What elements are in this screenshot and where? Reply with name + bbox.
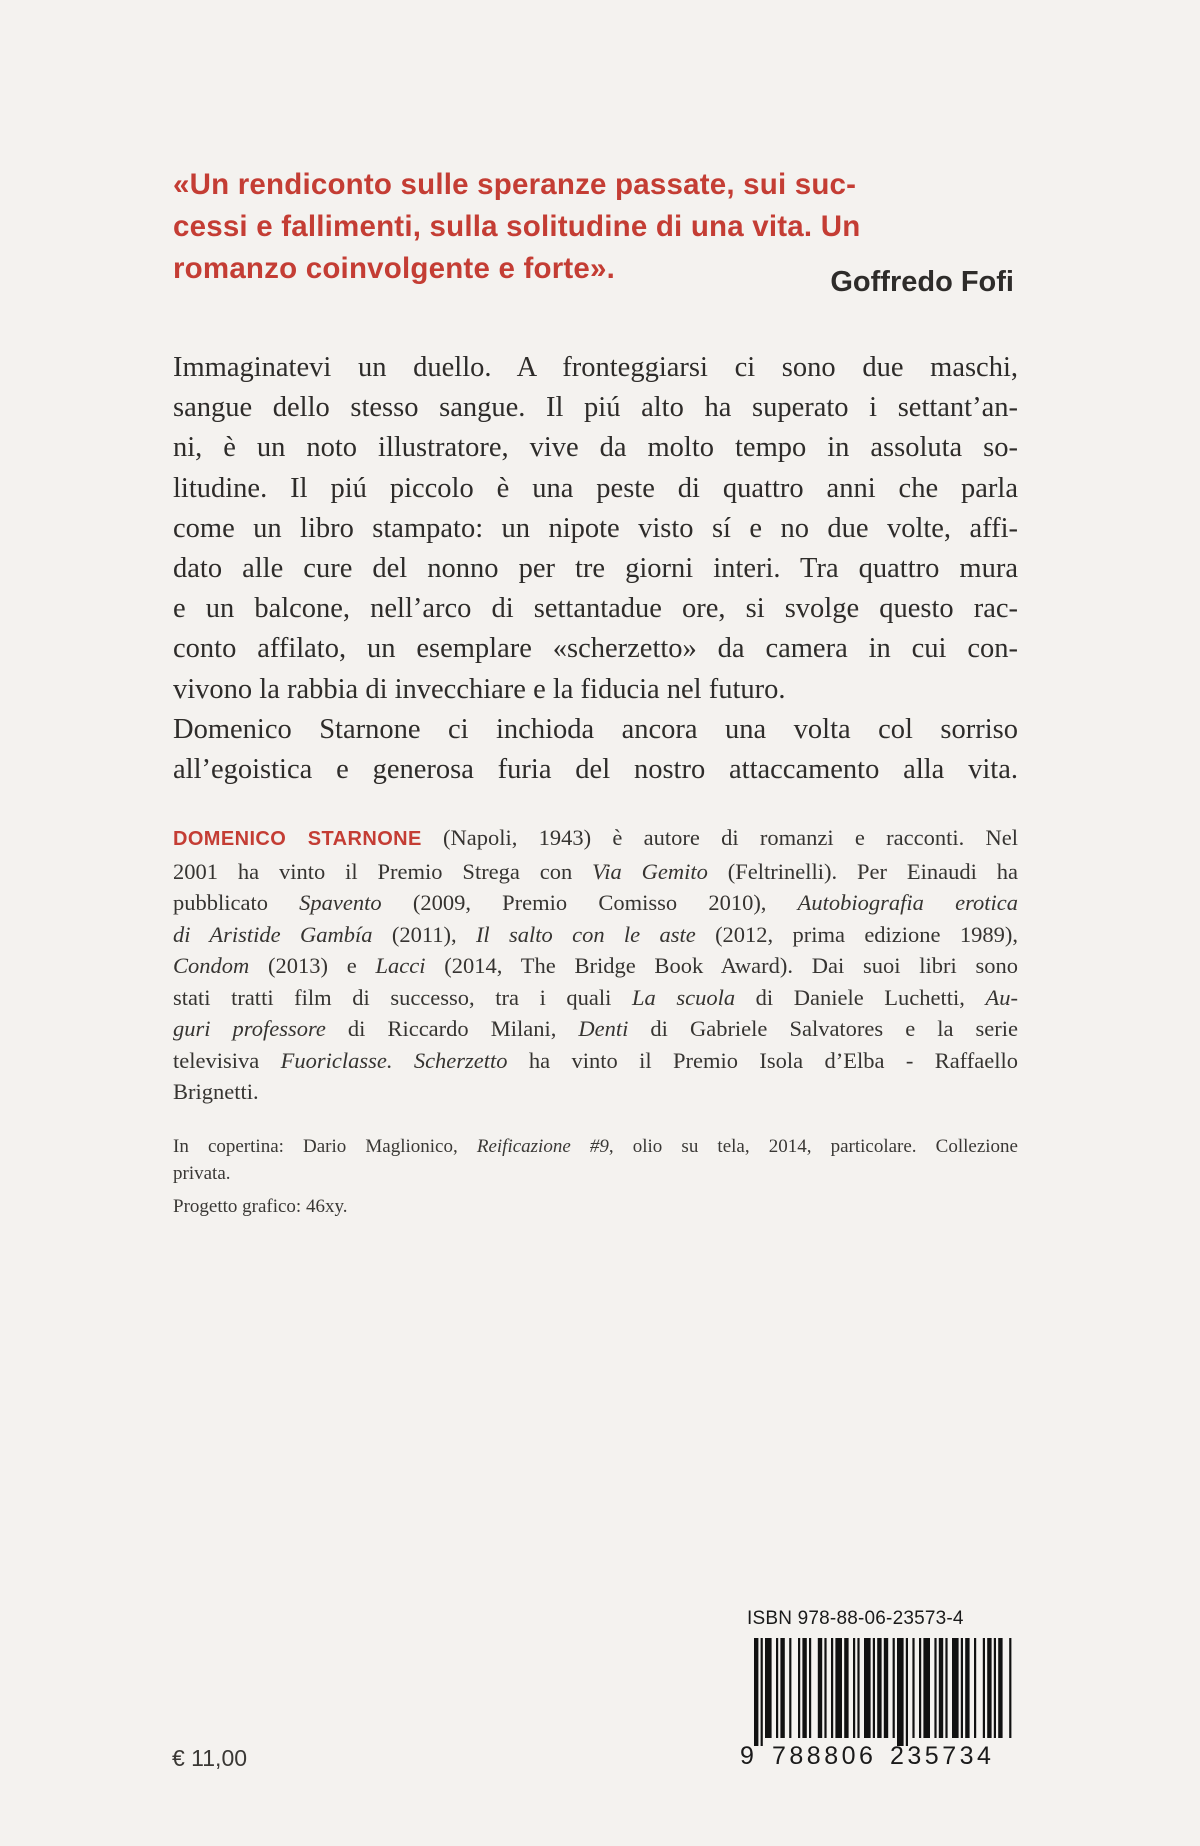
barcode-bar [952,1638,959,1738]
blurb-line: all’egoistica e generosa furia del nostro attaccamento alla vita. [173,754,1018,786]
quote-line: «Un rendiconto sulle speranze passate, sui suc- [173,168,857,201]
barcode-bar [835,1638,842,1738]
bio-line: stati tratti film di successo, tra i quali La scuola di Daniele Luchetti, Au- [173,984,1018,1010]
barcode-bar [961,1638,963,1738]
ean-group-left: 788806 [772,1742,877,1770]
ean-digits [740,1742,1020,1776]
barcode-bar [983,1638,985,1738]
author-name: DOMENICO STARNONE [173,828,422,850]
blurb-line: litudine. Il piú piccolo è una peste di quattro anni che parla [173,472,1018,504]
ean-first-digit: 9 [740,1742,754,1770]
barcode-bar [809,1638,811,1738]
blurb-line: come un libro stampato: un nipote visto sí e no due volte, affi- [173,512,1018,544]
barcode-bar [780,1638,784,1738]
barcode-bar [831,1638,833,1738]
barcode-bar [754,1638,758,1746]
barcode-bar [853,1638,855,1738]
barcode-bar [802,1638,806,1738]
design-credit: Progetto grafico: 46xy. [173,1196,348,1217]
bio-line: Condom (2013) e Lacci (2014, The Bridge Book Award). Dai suoi libri sono [173,953,1018,978]
barcode-bar [884,1638,888,1738]
quote-author: Goffredo Fofi [830,266,1014,298]
barcode-bar [844,1638,848,1738]
barcode-bar [965,1638,969,1738]
blurb-line: ni, è un noto illustratore, vive da molto tempo in assoluta so- [173,432,1018,464]
quote-line: romanzo coinvolgente e forte». [173,252,616,285]
cover-art-credit: In copertina: Dario Maglionico, Reificazione #9, olio su tela, 2014, particolare. Collezione privata. [173,1136,1018,1184]
barcode-bar [945,1638,947,1738]
barcode-bar [923,1638,930,1738]
isbn-barcode [740,1602,1018,1712]
barcode-bar [939,1638,943,1738]
barcode-bar [818,1638,822,1738]
barcode-bar [998,1638,1002,1738]
bio-line: pubblicato Spavento (2009, Premio Comisso 2010), Autobiografia erotica [173,890,1018,915]
barcode-bar [897,1638,904,1746]
barcode-bar [798,1638,800,1738]
barcode-bar [934,1638,936,1738]
bio-line: 2001 ha vinto il Premio Strega con Via Gemito (Feltrinelli). Per Einaudi ha [173,858,1018,884]
barcode-bar [912,1638,914,1738]
barcode-bar [893,1638,895,1738]
blurb-line: conto affilato, un esemplare «scherzetto» da camera in cui con- [173,633,1018,665]
blurb-line: Immaginatevi un duello. A fronteggiarsi ci sono due maschi, [173,352,1018,383]
blurb-line: e un balcone, nell’arco di settantadue ore, si svolge questo rac- [173,593,1018,625]
barcode-bar [789,1638,791,1738]
barcode-bar [873,1638,875,1738]
barcode-bar [974,1638,976,1738]
author-bio [173,822,1018,1108]
barcode-bar [919,1638,921,1738]
barcode-bar [765,1638,772,1738]
price-label: € 11,00 [172,1745,248,1771]
book-blurb [173,348,1018,790]
bio-line: guri professore di Riccardo Milani, Denti di Gabriele Salvatores e la serie [173,1016,1018,1041]
blurb-line: dato alle cure del nonno per tre giorni interi. Tra quattro mura [173,553,1018,585]
barcode-bar [857,1638,859,1738]
barcode-bar [824,1638,826,1738]
isbn-number: ISBN 978-88-06-23573-4 [747,1608,964,1629]
barcode-bar [864,1638,871,1738]
barcode-bar [994,1638,996,1738]
cover-credits [173,1133,1018,1226]
bio-line: DOMENICO STARNONE (Napoli, 1943) è autore di romanzi e racconti. Nel [173,825,1018,850]
bio-line: Brignetti. [173,1079,259,1104]
blurb-line: vivono la rabbia di invecchiare e la fiducia nel futuro. [173,673,786,705]
blurb-line: Domenico Starnone ci inchioda ancora una volta col sorriso [173,713,1018,745]
bio-line: di Aristide Gambía (2011), Il salto con le aste (2012, prima edizione 1989), [173,921,1018,947]
quote-line: cessi e fallimenti, sulla solitudine di una vita. Un [173,210,861,243]
barcode-bar [1009,1638,1011,1738]
barcode-bar [776,1638,778,1738]
blurb-line: sangue dello stesso sangue. Il piú alto ha superato i settant’an- [173,392,1018,424]
bio-line: televisiva Fuoriclasse. Scherzetto ha vinto il Premio Isola d’Elba - Raffaello [173,1047,1018,1073]
barcode-bar [877,1638,881,1738]
barcode-bar [906,1638,908,1746]
barcode-bar [987,1638,991,1738]
barcode-bar [761,1638,763,1746]
ean-group-right: 235734 [890,1742,995,1770]
